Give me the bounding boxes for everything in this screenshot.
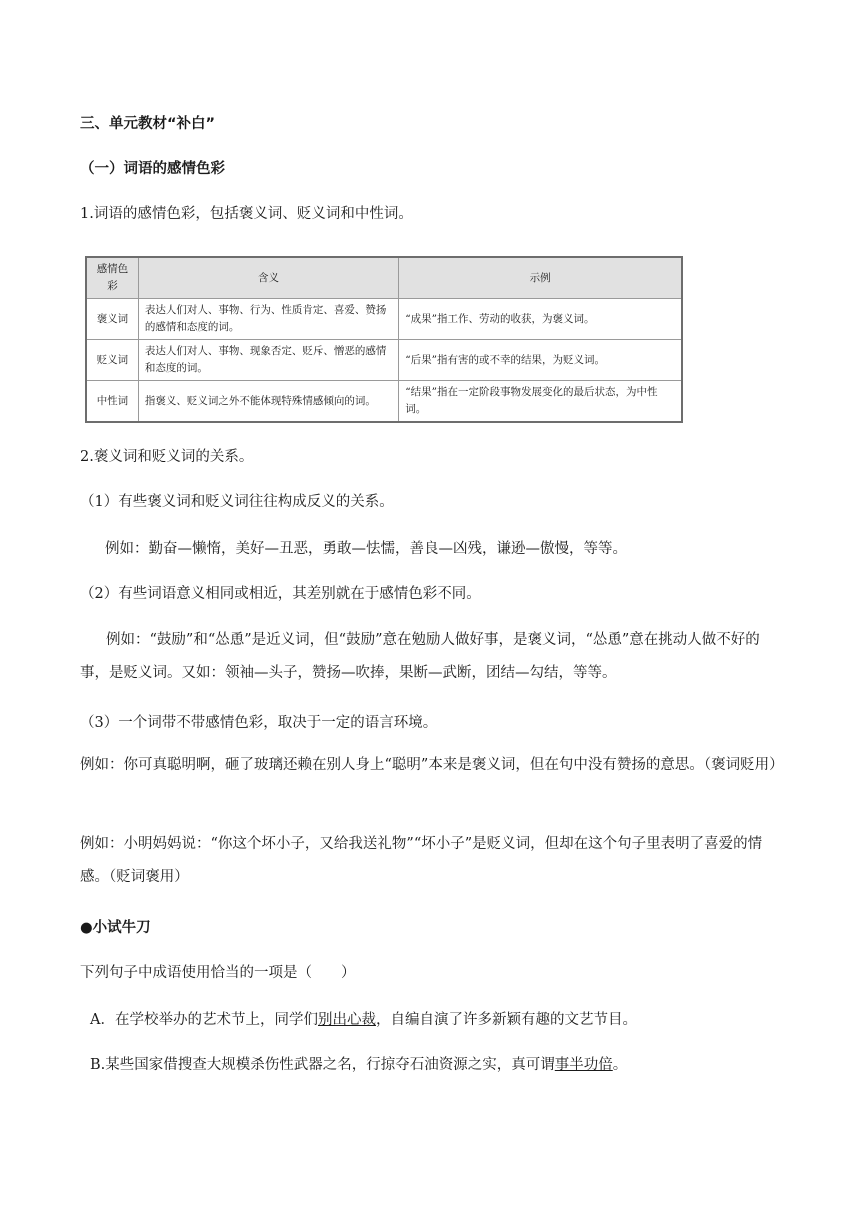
table-header: 示例: [399, 257, 682, 299]
option-b: [90, 1055, 627, 1075]
table-row: [86, 340, 682, 381]
example-derogatory-as-commendatory: 例如：小明妈妈说：“你这个坏小子，又给我送礼物”“坏小子”是贬义词，但却在这个句子里表明了喜爱的情感。（贬词褒用）: [80, 836, 763, 885]
table-row: [86, 299, 682, 340]
option-b-before: B.某些国家借搜查大规模杀伤性武器之名，行掠夺石油资源之实，真可谓: [90, 1057, 555, 1073]
question-text: 下列句子中成语使用恰当的一项是（ ）: [80, 965, 356, 981]
table-header: 含义: [138, 257, 398, 299]
table-header: 感情色彩: [86, 257, 138, 299]
table-row: [86, 381, 682, 423]
sub-point-3: （3）一个词带不带感情色彩，取决于一定的语言环境。: [80, 715, 438, 731]
option-a-idiom: 别出心裁: [317, 1012, 376, 1028]
sub-point-2-example: 例如：“鼓励”和“怂恿”是近义词，但“鼓励”意在勉励人做好事，是褒义词，“怂恿”意在挑动人做不好的事，是贬义词。又如：领袖—头子，赞扬—吹捧，果断—武断，团结—勾结，等等。: [80, 632, 760, 681]
sub-point-1: （1）有些褒义词和贬义词往往构成反义的关系。: [80, 494, 394, 510]
table-cell-meaning: 指褒义、贬义词之外不能体现特殊情感倾向的词。: [138, 381, 398, 423]
option-b-idiom: 事半功倍: [554, 1057, 613, 1073]
option-b-after: 。: [612, 1057, 628, 1073]
example-commendatory-as-derogatory: 例如：你可真聪明啊，砸了玻璃还赖在别人身上“聪明”本来是褒义词，但在句中没有赞扬的意思。（褒词贬用）: [80, 757, 784, 773]
emotion-color-table: [85, 256, 683, 423]
table-cell-example: “后果”指有害的或不幸的结果，为贬义词。: [399, 340, 682, 381]
option-a-before: A．在学校举办的艺术节上，同学们: [90, 1012, 318, 1028]
sub-point-1-example: 例如：勤奋—懒惰，美好—丑恶，勇敢—怯懦，善良—凶残，谦逊—傲慢，等等。: [105, 541, 627, 557]
sub-point-2: （2）有些词语意义相同或相近，其差别就在于感情色彩不同。: [80, 586, 481, 602]
point-2: 2.褒义词和贬义词的关系。: [80, 449, 254, 465]
table-cell-type: 褒义词: [86, 299, 138, 340]
table-cell-meaning: 表达人们对人、事物、现象否定、贬斥、憎恶的感情和态度的词。: [138, 340, 398, 381]
option-a: [90, 1010, 637, 1030]
option-a-after: ，自编自演了许多新颖有趣的文艺节目。: [375, 1012, 637, 1028]
practice-title: ●小试牛刀: [80, 920, 151, 936]
table-cell-example: “结果”指在一定阶段事物发展变化的最后状态，为中性词。: [399, 381, 682, 423]
subsection-title: （一）词语的感情色彩: [80, 161, 225, 177]
table-cell-meaning: 表达人们对人、事物、行为、性质肯定、喜爱、赞扬的感情和态度的词。: [138, 299, 398, 340]
table-header-row: [86, 257, 682, 299]
point-1: 1.词语的感情色彩，包括褒义词、贬义词和中性词。: [80, 206, 413, 222]
table-cell-type: 中性词: [86, 381, 138, 423]
table-cell-example: “成果”指工作、劳动的收获，为褒义词。: [399, 299, 682, 340]
section-title: 三、单元教材“补白”: [80, 116, 216, 132]
table-cell-type: 贬义词: [86, 340, 138, 381]
